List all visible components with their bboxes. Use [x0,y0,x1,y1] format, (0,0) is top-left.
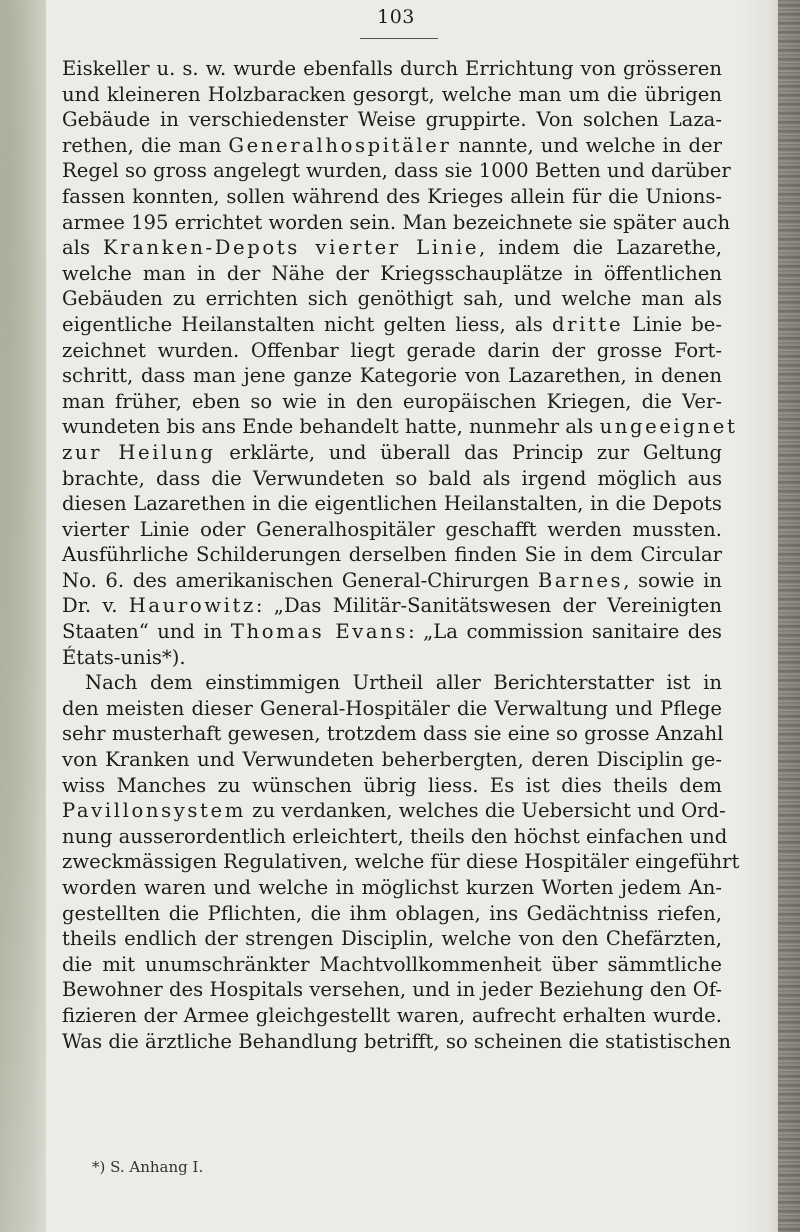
text-segment: erklärte, und überall das Princip zur Geltung [215,440,723,464]
text-segment: , indem die Lazarethe, [479,236,722,260]
text-line: zeichnet wurden. Offenbar liegt gerade darin der grosse Fort- [62,338,722,362]
text-line: Nach dem einstimmigen Urtheil aller Berichterstatter ist in [85,671,722,695]
text-segment: wundeten bis ans Ende behandelt hatte, nunmehr als [62,415,600,439]
text-line [62,568,722,594]
text-line: Gebäude in verschiedenster Weise gruppirte. Von solchen Laza- [62,108,722,132]
text-line: von Kranken und Verwundeten beherbergten, deren Disciplin ge- [62,748,722,772]
text-line: vierter Linie oder Generalhospitäler geschafft werden mussten. [62,517,722,541]
text-line: schritt, dass man jene ganze Kategorie von Lazarethen, in denen [62,364,722,388]
text-line [62,798,726,824]
text-line: die mit unumschränkter Machtvollkommenheit über sämmtliche [62,952,722,976]
text-line: den meisten dieser General-Hospitäler die Verwaltung und Pflege [62,696,722,720]
spaced-term-generalhospitaeler: Generalhospitäler [228,133,452,157]
text-line: diesen Lazarethen in die eigentlichen Heilanstalten, in die Depots [62,492,722,516]
text-line: Was die ärztliche Behandlung betrifft, so scheinen die statistischen [62,1029,731,1053]
spaced-term-zur-heilung: zur Heilung [62,440,216,464]
text-segment: : „La commission sanitaire des [408,620,722,644]
body-text [62,56,740,1054]
text-line: armee 195 errichtet worden sein. Man bezeichnete sie später auch [62,210,731,234]
text-line: Bewohner des Hospitals versehen, und in jeder Beziehung den Of- [62,978,722,1002]
text-line: welche man in der Nähe der Kriegsschauplätze in öffentlichen [62,261,722,285]
text-segment: eigentliche Heilanstalten nicht gelten liess, als [62,312,553,336]
text-line: theils endlich der strengen Disciplin, welche von den Chefärzten, [62,927,722,951]
text-segment: Staaten“ und in [62,620,231,644]
spaced-term-pavillonsystem: Pavillonsystem [62,799,246,823]
spaced-term-kranken-depots: Kranken-Depots vierter Linie [102,236,480,260]
text-line [62,593,722,619]
text-line: Ausführliche Schilderungen derselben finden Sie in dem Circular [62,543,722,567]
text-line: nung ausserordentlich erleichtert, theils den höchst einfachen und [62,824,728,848]
text-segment: nannte, und welche in der [451,133,722,157]
text-segment: Linie be- [623,312,722,336]
text-line: sehr musterhaft gewesen, trotzdem dass sie eine so grosse Anzahl [62,722,724,746]
text-line: gestellten die Pflichten, die ihm oblagen, ins Gedächtniss riefen, [62,901,722,925]
text-segment: : „Das Militär-Sanitätswesen der Vereinigten [255,594,722,618]
spaced-name-barnes: Barnes [537,568,624,592]
text-segment: rethen, die man [62,133,229,157]
spaced-name-thomas-evans: Thomas Evans [230,620,409,644]
footnote: *) S. Anhang I. [92,1158,204,1176]
text-line [62,133,722,159]
text-line [62,235,722,261]
text-line [62,440,722,466]
header-rule [360,38,438,39]
spaced-term-ungeeignet: ungeeignet [599,415,738,439]
text-line: Regel so gross angelegt wurden, dass sie 1000 Betten und darüber [62,159,731,183]
text-line: und kleineren Holzbaracken gesorgt, welche man um die übrigen [62,82,722,106]
text-segment: , sowie in [623,568,722,592]
text-line: wiss Manches zu wünschen übrig liess. Es ist dies theils dem [62,773,722,797]
spaced-term-dritte: dritte [552,312,624,336]
text-segment: zu verdanken, welches die Uebersicht und Ord- [245,799,726,823]
text-line [62,619,722,645]
text-line: États-unis*). [62,645,186,669]
book-binding-edge [778,0,800,1232]
text-line: fizieren der Armee gleichgestellt waren, aufrecht erhalten wurde. [62,1003,722,1027]
page-edge-stain [0,0,46,1232]
text-line: brachte, dass die Verwundeten so bald als irgend möglich aus [62,466,722,490]
text-line: fassen konnten, sollen während des Krieges allein für die Unions- [62,184,722,208]
text-segment: als [62,236,103,260]
text-line: zweckmässigen Regulativen, welche für diese Hospitäler eingeführt [62,850,740,874]
text-segment: No. 6. des amerikanischen General-Chirurgen [62,568,538,592]
text-segment: Dr. v. [62,594,129,618]
text-line: man früher, eben so wie in den europäischen Kriegen, die Ver- [62,389,722,413]
text-line [62,312,722,338]
text-line [62,414,738,440]
text-line: Eiskeller u. s. w. wurde ebenfalls durch Errichtung von grösseren [62,57,722,80]
page-number: 103 [377,6,415,28]
text-line: Gebäuden zu errichten sich genöthigt sah, und welche man als [62,287,722,311]
text-line: worden waren und welche in möglichst kurzen Worten jedem An- [62,876,722,899]
spaced-name-haurowitz: Haurowitz [128,594,256,618]
